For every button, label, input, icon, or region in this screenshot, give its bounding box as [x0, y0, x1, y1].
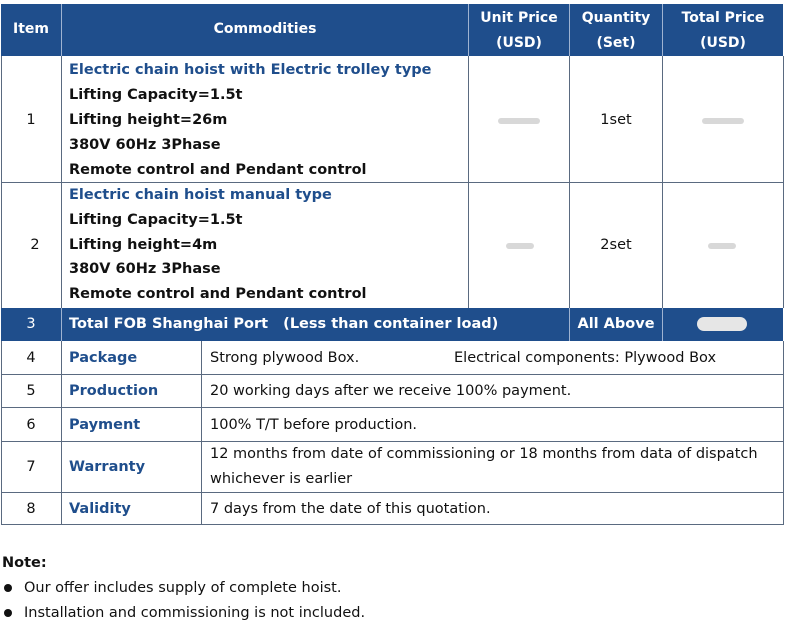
term-number: 5: [26, 383, 36, 399]
header-item: Item: [13, 21, 49, 37]
row-1-number: 1: [26, 112, 36, 128]
row-2-quantity: 2set: [600, 237, 632, 253]
row-1-spec: Remote control and Pendant control: [69, 162, 367, 178]
term-value-warranty-2: whichever is earlier: [210, 471, 353, 487]
note-bullet: Installation and commissioning is not included.: [24, 605, 366, 621]
term-extra-package: Electrical components: Plywood Box: [454, 350, 717, 366]
row-1-title: Electric chain hoist with Electric trolley type: [69, 62, 432, 78]
term-value-production: 20 working days after we receive 100% payment.: [210, 383, 572, 399]
term-number: 4: [26, 350, 36, 366]
term-value-payment: 100% T/T before production.: [210, 417, 418, 433]
redacted-total-price: [708, 243, 736, 249]
term-label-warranty: Warranty: [69, 459, 146, 475]
header-commodities: Commodities: [213, 21, 317, 37]
redacted-total-price: [702, 118, 744, 124]
term-value-validity: 7 days from the date of this quotation.: [210, 501, 491, 517]
note-title: Note:: [2, 555, 47, 571]
redacted-unit-price: [498, 118, 540, 124]
row-2-spec: 380V 60Hz 3Phase: [69, 261, 221, 277]
total-row-label: Total FOB Shanghai Port (Less than container load): [69, 316, 499, 332]
redacted-total: [697, 317, 747, 331]
row-2-spec: Lifting height=4m: [69, 237, 218, 253]
header-quantity-unit: (Set): [596, 35, 636, 51]
term-label-validity: Validity: [69, 501, 131, 517]
header-total-price-unit: (USD): [700, 35, 746, 51]
row-1-spec: Lifting height=26m: [69, 112, 228, 128]
header-unit-price: Unit Price: [480, 10, 558, 26]
bullet-icon: [4, 609, 12, 617]
bullet-icon: [4, 584, 12, 592]
row-1-spec: Lifting Capacity=1.5t: [69, 87, 243, 103]
redacted-unit-price: [506, 243, 534, 249]
term-number: 8: [26, 501, 36, 517]
header-unit-price-unit: (USD): [496, 35, 542, 51]
header-total-price: Total Price: [681, 10, 765, 26]
row-1-spec: 380V 60Hz 3Phase: [69, 137, 221, 153]
term-label-payment: Payment: [69, 417, 141, 433]
header-quantity: Quantity: [581, 10, 651, 26]
term-value-package: Strong plywood Box.: [210, 350, 360, 366]
term-label-production: Production: [69, 383, 159, 399]
note-bullet: Our offer includes supply of complete hoist.: [24, 580, 342, 596]
term-number: 7: [26, 459, 36, 475]
term-number: 6: [26, 417, 36, 433]
row-2-number: 2: [30, 237, 40, 253]
row-2-spec: Lifting Capacity=1.5t: [69, 212, 243, 228]
total-row-qty: All Above: [577, 316, 655, 332]
total-row-number: 3: [26, 316, 36, 332]
term-value-warranty: 12 months from date of commissioning or 18 months from data of dispatch: [210, 446, 758, 462]
row-2-spec: Remote control and Pendant control: [69, 286, 367, 302]
row-2-title: Electric chain hoist manual type: [69, 187, 332, 203]
term-label-package: Package: [69, 350, 138, 366]
row-1-quantity: 1set: [600, 112, 632, 128]
